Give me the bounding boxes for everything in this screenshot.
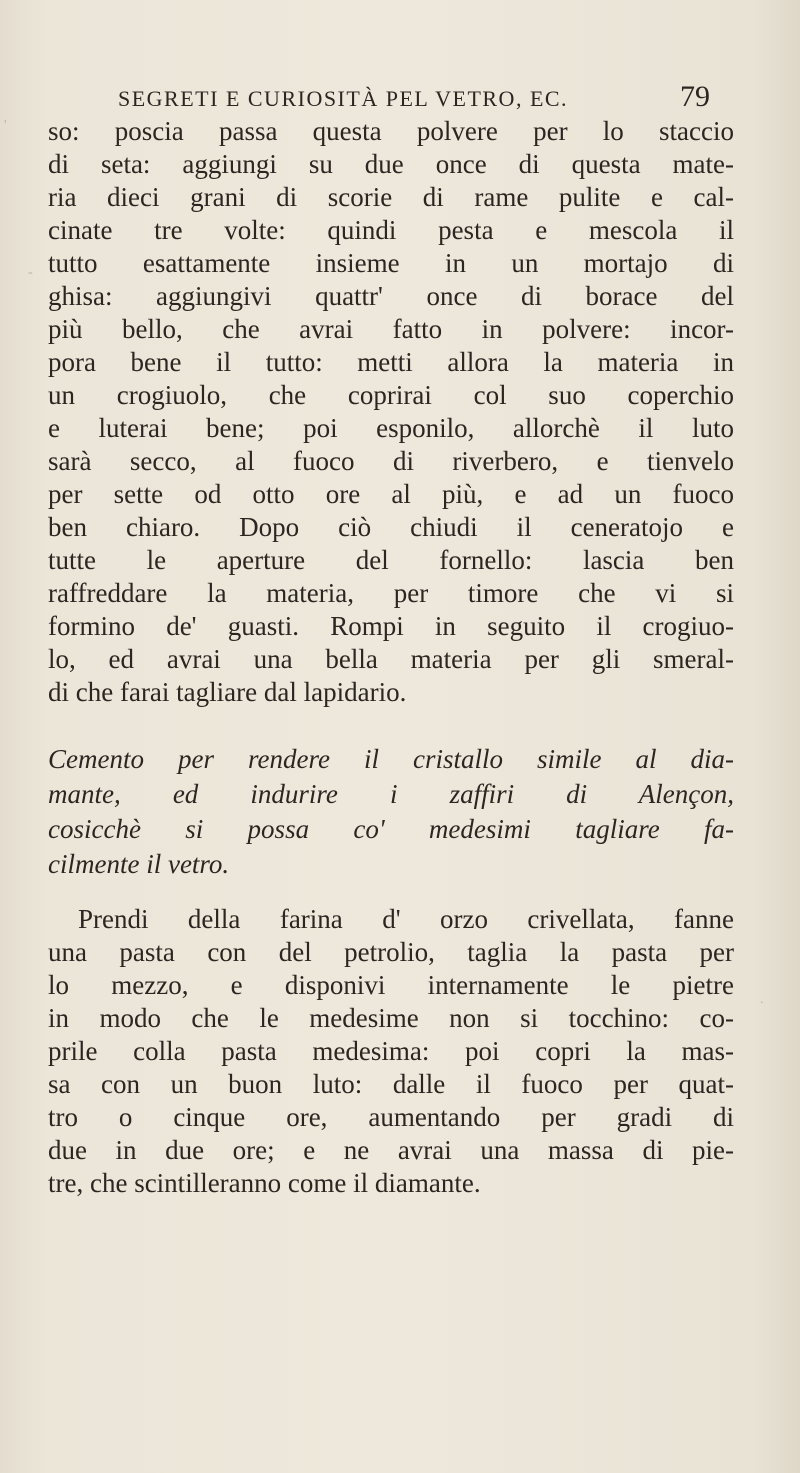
text-line: tro o cinque ore, aumentando per gradi di (48, 1102, 734, 1132)
text-line: so: poscia passa questa polvere per lo staccio (48, 116, 734, 146)
text-line: formino de' guasti. Rompi in seguito il crogiuo- (48, 611, 734, 641)
margin-speck: . (760, 992, 764, 1007)
text-line: ghisa: aggiungivi quattr' once di borace del (48, 281, 734, 311)
running-title: SEGRETI E CURIOSITÀ PEL VETRO, EC. (118, 86, 569, 111)
text-line: per sette od otto ore al più, e ad un fuoco (48, 479, 734, 509)
heading-line: mante, ed indurire i zaffiri di Alençon, (48, 779, 734, 809)
heading-line: cilmente il vetro. (48, 849, 230, 879)
text-line: tutte le aperture del fornello: lascia ben (48, 545, 734, 575)
text-line: di che farai tagliare dal lapidario. (48, 677, 407, 707)
paragraph-1 (48, 115, 734, 709)
page-header (118, 80, 718, 120)
text-line: sarà secco, al fuoco di riverbero, e tienvelo (48, 446, 734, 476)
text-line: due in due ore; e ne avrai una massa di pie- (48, 1135, 734, 1165)
text-line: cinate tre volte: quindi pesta e mescola il (48, 215, 734, 245)
text-line: tutto esattamente insieme in un mortajo di (48, 248, 734, 278)
text-line: prile colla pasta medesima: poi copri la mas- (48, 1036, 734, 1066)
margin-speck: - (28, 265, 33, 280)
text-line: lo, ed avrai una bella materia per gli smeral- (48, 644, 734, 674)
text-line: di seta: aggiungi su due once di questa mate- (48, 149, 734, 179)
text-line: lo mezzo, e disponivi internamente le pietre (48, 970, 734, 1000)
text-line: un crogiuolo, che coprirai col suo coperchio (48, 380, 734, 410)
text-line: tre, che scintilleranno come il diamante. (48, 1168, 481, 1198)
text-line: sa con un buon luto: dalle il fuoco per quat- (48, 1069, 734, 1099)
margin-speck: ' (4, 118, 7, 133)
text-line: una pasta con del petrolio, taglia la pasta per (48, 937, 734, 967)
heading-line: cosicchè si possa co' medesimi tagliare fa- (48, 814, 734, 844)
text-line: ria dieci grani di scorie di rame pulite e cal- (48, 182, 734, 212)
section-heading (48, 742, 734, 882)
paragraph-2 (48, 903, 734, 1200)
heading-line: Cemento per rendere il cristallo simile al dia- (48, 744, 734, 774)
page-number: 79 (680, 80, 710, 113)
text-line: raffreddare la materia, per timore che vi si (48, 578, 734, 608)
text-line: pora bene il tutto: metti allora la materia in (48, 347, 734, 377)
text-line: Prendi della farina d' orzo crivellata, fanne (78, 904, 734, 934)
text-line: più bello, che avrai fatto in polvere: incor- (48, 314, 734, 344)
text-line: in modo che le medesime non si tocchino: co- (48, 1003, 734, 1033)
text-line: ben chiaro. Dopo ciò chiudi il ceneratojo e (48, 512, 734, 542)
text-line: e luterai bene; poi esponilo, allorchè il luto (48, 413, 734, 443)
